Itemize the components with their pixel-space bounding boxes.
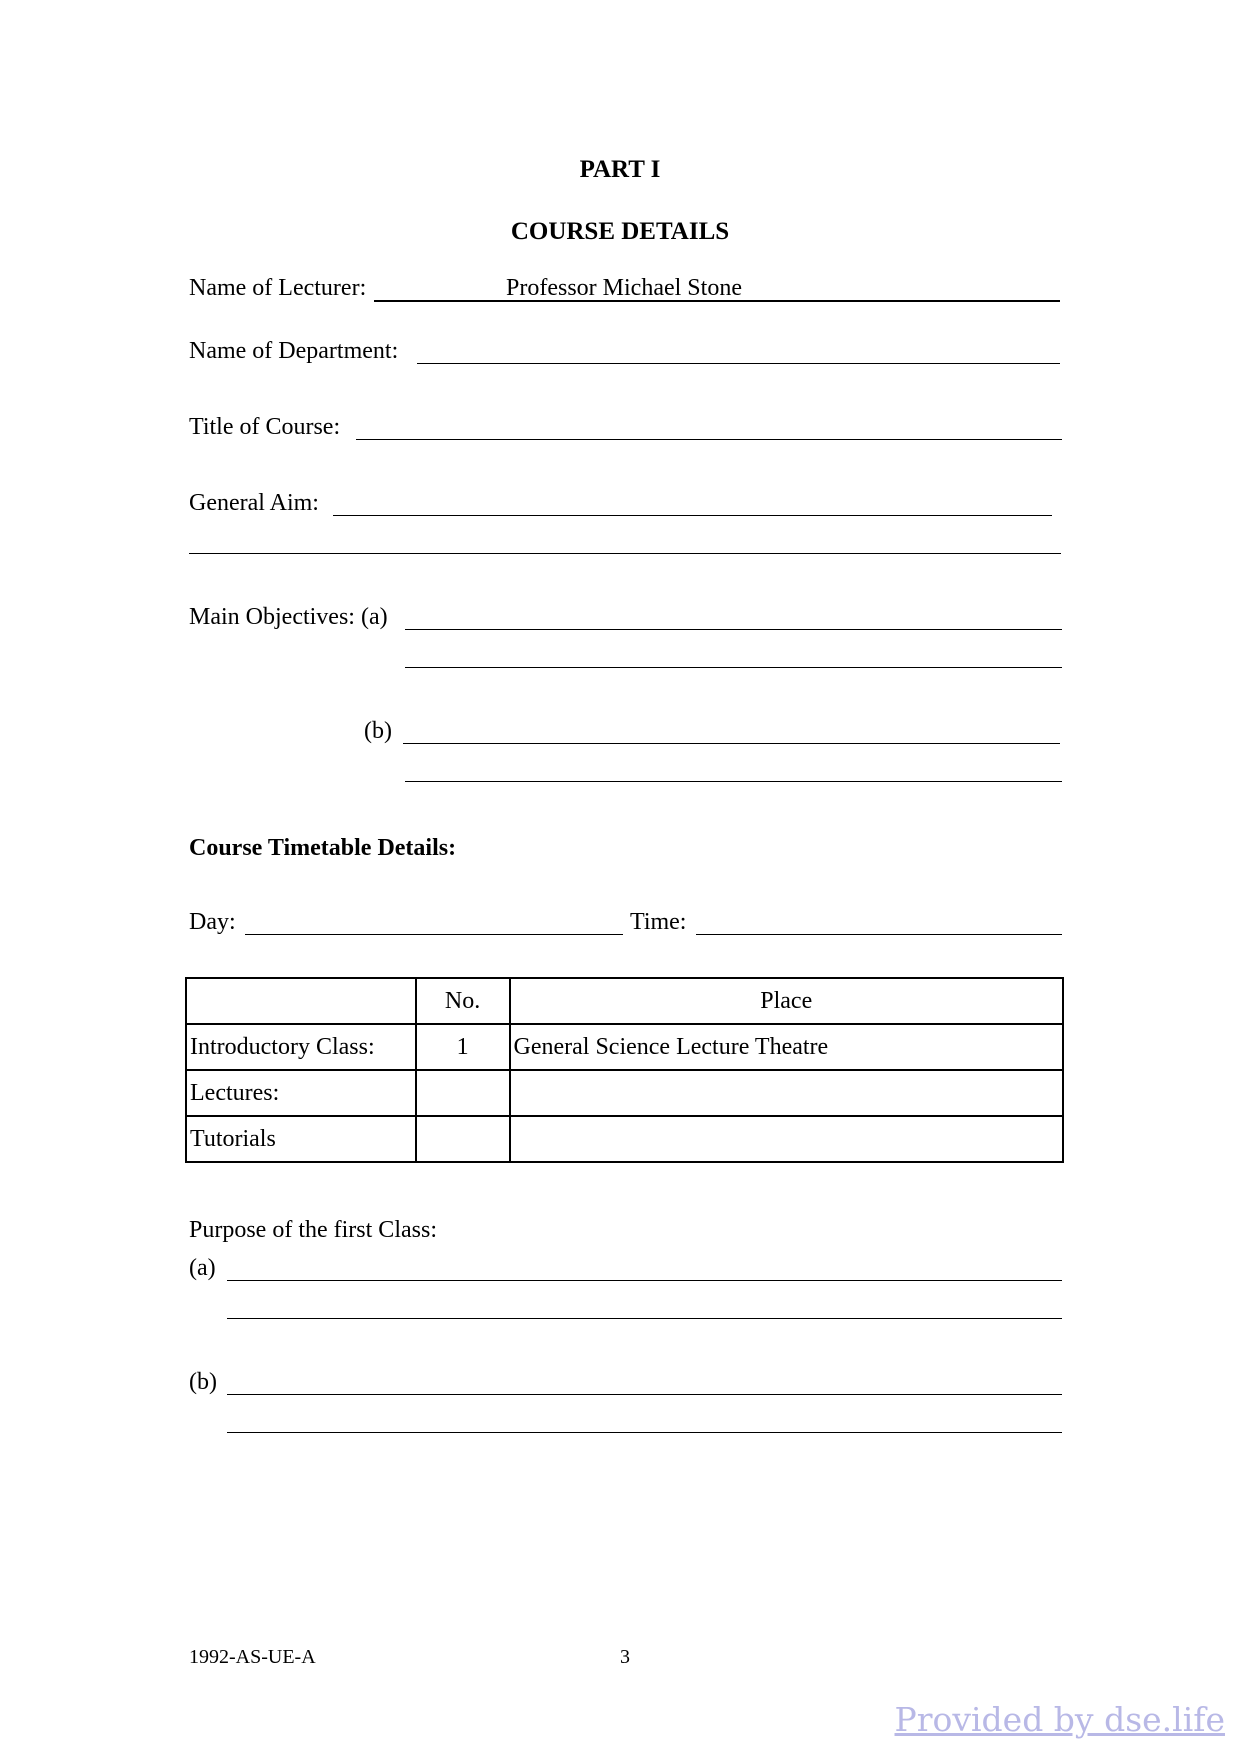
- table-row: [186, 1024, 1063, 1070]
- department-field-line[interactable]: [417, 363, 1060, 364]
- day-field-line[interactable]: [245, 934, 623, 935]
- table-row: [186, 1116, 1063, 1162]
- course-title-field-line[interactable]: [356, 439, 1062, 440]
- lecturer-label: Name of Lecturer:: [189, 275, 367, 301]
- page-title: COURSE DETAILS: [510, 218, 730, 245]
- purpose-b-field-line-1[interactable]: [227, 1394, 1062, 1395]
- row-place[interactable]: [510, 1116, 1064, 1162]
- table-row: [186, 1070, 1063, 1116]
- general-aim-label: General Aim:: [189, 490, 319, 516]
- row-no[interactable]: [416, 1070, 510, 1116]
- objective-a-field-line-2[interactable]: [405, 667, 1062, 668]
- course-title-label: Title of Course:: [189, 414, 341, 440]
- page-number: 3: [620, 1646, 630, 1668]
- objective-a-field-line-1[interactable]: [405, 629, 1062, 630]
- department-label: Name of Department:: [189, 338, 399, 364]
- row-label: Introductory Class:: [186, 1024, 416, 1070]
- general-aim-field-line-1[interactable]: [333, 515, 1052, 516]
- table-header-row: [186, 978, 1063, 1024]
- objectives-b-label: (b): [364, 718, 392, 744]
- timetable-table: [185, 977, 1064, 1163]
- purpose-a-label: (a): [189, 1255, 216, 1281]
- day-label: Day:: [189, 909, 236, 935]
- purpose-heading: Purpose of the first Class:: [189, 1217, 437, 1243]
- footer-code: 1992-AS-UE-A: [189, 1646, 316, 1668]
- objective-b-field-line-1[interactable]: [403, 743, 1060, 744]
- row-label: Lectures:: [186, 1070, 416, 1116]
- objective-b-field-line-2[interactable]: [405, 781, 1062, 782]
- row-label: Tutorials: [186, 1116, 416, 1162]
- row-place[interactable]: [510, 1070, 1064, 1116]
- lecturer-value: Professor Michael Stone: [506, 275, 742, 301]
- watermark-link[interactable]: Provided by dse.life: [894, 1700, 1225, 1739]
- column-header-place: Place: [510, 978, 1064, 1024]
- objectives-label: Main Objectives: (a): [189, 604, 388, 630]
- column-header-label: [186, 978, 416, 1024]
- part-heading: PART I: [579, 156, 661, 183]
- purpose-a-field-line-2[interactable]: [227, 1318, 1062, 1319]
- time-label: Time:: [630, 909, 687, 935]
- row-place[interactable]: General Science Lecture Theatre: [510, 1024, 1064, 1070]
- purpose-b-label: (b): [189, 1369, 217, 1395]
- column-header-no: No.: [416, 978, 510, 1024]
- timetable-heading: Course Timetable Details:: [189, 835, 457, 861]
- purpose-a-field-line-1[interactable]: [227, 1280, 1062, 1281]
- row-no[interactable]: [416, 1116, 510, 1162]
- purpose-b-field-line-2[interactable]: [227, 1432, 1062, 1433]
- general-aim-field-line-2[interactable]: [189, 553, 1061, 554]
- row-no[interactable]: 1: [416, 1024, 510, 1070]
- time-field-line[interactable]: [696, 934, 1062, 935]
